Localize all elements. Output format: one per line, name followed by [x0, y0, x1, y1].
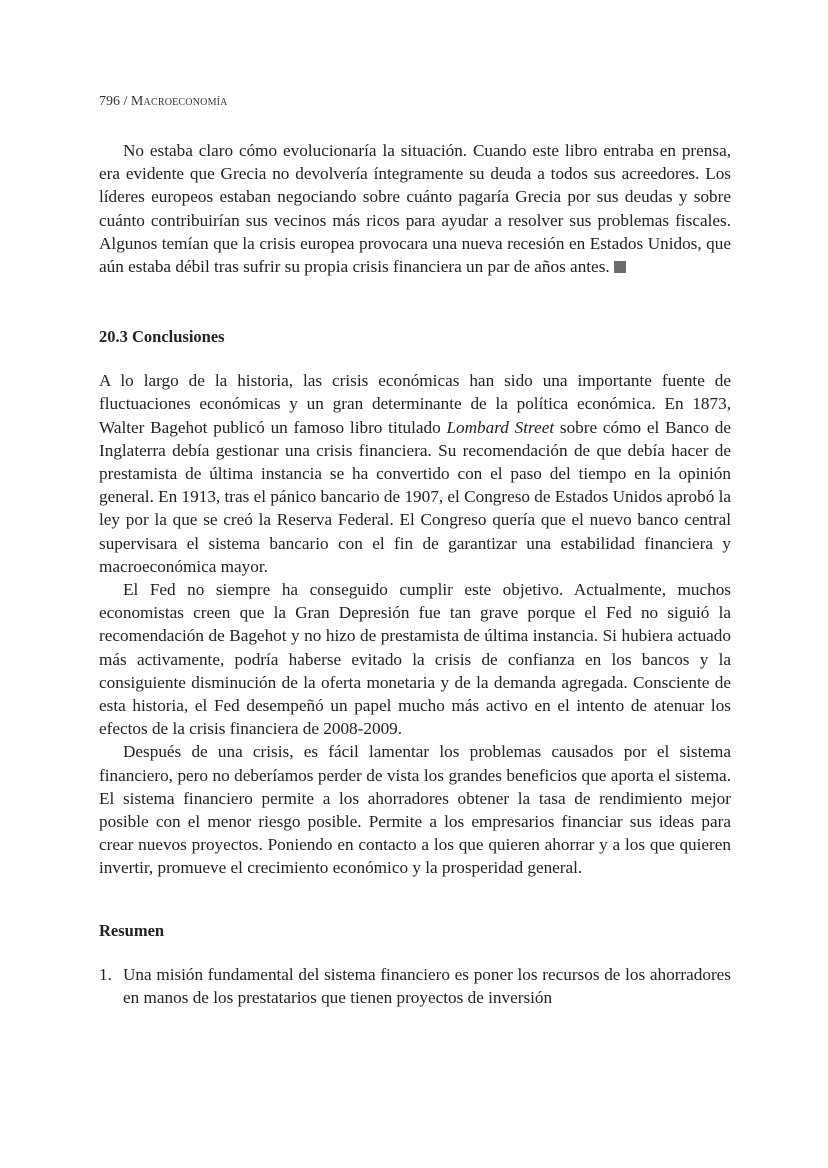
- conclusions-paragraph-3: Después de una crisis, es fácil lamentar los problemas causados por el sistema financiero, pero no deberíamos perder de vista los grandes beneficios que aporta el sistema. El sistema financiero permite a los ahorradores obtener la tasa de rendimiento mejor posible con el menor riesgo posible. Permite a los empresarios financiar sus ideas para crear nuevos proyectos. Poniendo en contacto a los que quieren ahorrar y a los que quieren invertir, promueve el crecimiento económico y la prosperidad general.: [99, 742, 731, 878]
- conclusions-paragraph-2: El Fed no siempre ha conseguido cumplir este objetivo. Actualmente, muchos economistas creen que la Gran Depresión fue tan grave porque el Fed no siguió la recomendación de Bagehot y no hizo de prestamista de última instancia. Si hubiera actuado más activamente, podría haberse evitado la crisis de confianza en los bancos y la consiguiente disminución de la oferta monetaria y de la demanda agregada. Consciente de esta historia, el Fed desempeñó un papel mucho más activo en el intento de atenuar los efectos de la crisis financiera de 2008-2009.: [99, 580, 731, 739]
- summary-item-number: 1.: [99, 964, 112, 984]
- summary-item: [99, 963, 731, 1009]
- summary-heading: Resumen: [99, 920, 165, 940]
- section-heading: 20.3 Conclusiones: [99, 327, 225, 347]
- summary-list: [99, 963, 731, 1009]
- paragraph-1-text-a: A lo largo de la historia, las crisis económicas han sido una importante fuente de fluctuaciones económicas y un gran determinante de la política económica. En 1873, Walter Bagehot publicó un famoso libro titulado: [99, 371, 731, 437]
- end-of-case-square-icon: [614, 261, 626, 273]
- book-title: Macroeconomía: [130, 94, 228, 109]
- running-head: [99, 92, 731, 112]
- running-head-separator: /: [120, 94, 131, 109]
- intro-paragraph-text: No estaba claro cómo evolucionaría la situación. Cuando este libro entraba en prensa, era evidente que Grecia no devolvería íntegramente su deuda a todos sus acreedores. Los líderes europeos estaban negociando sobre cuánto pagaría Grecia por sus deudas y sobre cuánto contribuirían sus vecinos más ricos para ayudar a resolver sus problemas fiscales. Algunos temían que la crisis europea provocara una nueva recesión en Estados Unidos, que aún estaba débil tras sufrir su propia crisis financiera un par de años antes.: [99, 141, 731, 277]
- book-page: [99, 92, 731, 1009]
- intro-paragraph: [99, 139, 731, 278]
- paragraph-1-text-b: sobre cómo el Banco de Inglaterra debía gestionar una crisis financiera. Su recomendación de que debía hacer de prestamista de última instancia se ha convertido con el paso del tiempo en la opinión general. En 1913, tras el pánico bancario de 1907, el Congreso de Estados Unidos aprobó la ley por la que se creó la Reserva Federal. El Congreso quería que el nuevo banco central supervisara el sistema bancario con el fin de garantizar una estabilidad financiera y macroeconómica mayor.: [99, 417, 731, 576]
- page-number: 796: [99, 94, 120, 109]
- summary-item-text: Una misión fundamental del sistema financiero es poner los recursos de los ahorradores en manos de los prestatarios que tienen proyectos de inversión: [123, 964, 731, 1007]
- conclusions-paragraph-1: [99, 369, 731, 578]
- book-title-italic: Lombard Street: [446, 417, 555, 437]
